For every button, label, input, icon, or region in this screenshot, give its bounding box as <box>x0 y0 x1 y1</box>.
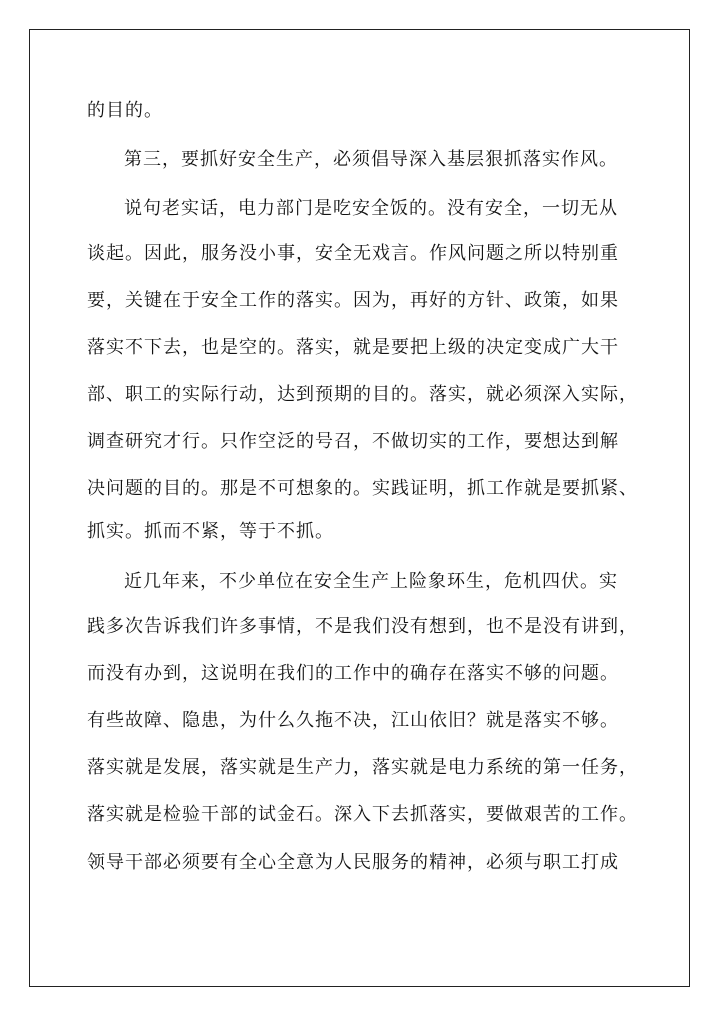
text-line-8: 调查研究才行。只作空泛的号召，不做切实的工作，要想达到解 <box>87 431 619 452</box>
text-line-9: 决问题的目的。那是不可想象的。实践证明，抓工作就是要抓紧、 <box>87 478 638 499</box>
text-line-14: 有些故障、隐患，为什么久拖不决，江山依旧？就是落实不够。 <box>87 710 619 731</box>
text-line-3: 说句老实话，电力部门是吃安全饭的。没有安全，一切无从 <box>124 198 618 219</box>
text-line-2: 第三，要抓好安全生产，必须倡导深入基层狠抓落实作风。 <box>124 149 618 170</box>
text-line-11: 近几年来，不少单位在安全生产上险象环生，危机四伏。实 <box>124 571 618 592</box>
text-line-5: 要，关键在于安全工作的落实。因为，再好的方针、政策，如果 <box>87 290 619 311</box>
text-line-7: 部、职工的实际行动，达到预期的目的。落实，就必须深入实际， <box>87 384 638 405</box>
text-line-13: 而没有办到，这说明在我们的工作中的确存在落实不够的问题。 <box>87 663 619 684</box>
text-line-6: 落实不下去，也是空的。落实，就是要把上级的决定变成广大干 <box>87 337 619 358</box>
text-line-16: 落实就是检验干部的试金石。深入下去抓落实，要做艰苦的工作。 <box>87 804 638 825</box>
text-line-12: 践多次告诉我们许多事情，不是我们没有想到，也不是没有讲到， <box>87 616 638 637</box>
text-line-1: 的目的。 <box>87 100 163 121</box>
text-line-17: 领导干部必须要有全心全意为人民服务的精神，必须与职工打成 <box>87 852 619 873</box>
page-border <box>29 29 690 987</box>
text-line-15: 落实就是发展，落实就是生产力，落实就是电力系统的第一任务， <box>87 757 638 778</box>
text-line-4: 谈起。因此，服务没小事，安全无戏言。作风问题之所以特别重 <box>87 243 619 264</box>
text-line-10: 抓实。抓而不紧，等于不抓。 <box>87 521 334 542</box>
